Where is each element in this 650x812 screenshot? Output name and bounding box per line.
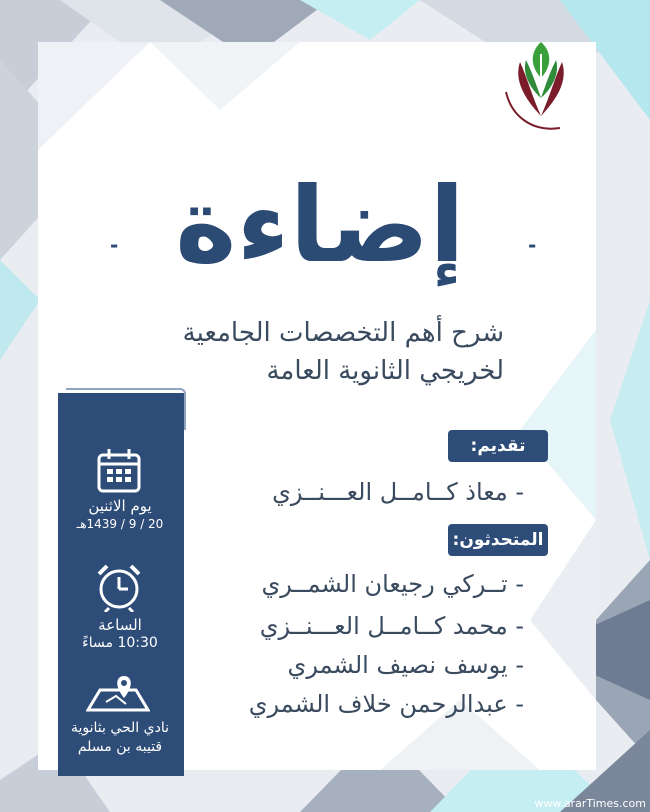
speaker-name-2: - محمد كــامــل العـــنــزي [259, 612, 524, 640]
event-day: يوم الاثنين [88, 497, 152, 515]
speakers-label-badge: المتحدثون: [448, 524, 548, 556]
event-time: 10:30 مساءً [82, 635, 158, 651]
subtitle-line-1: شرح أهم التخصصات الجامعية [182, 318, 504, 348]
speaker-name-3: - يوسف نصيف الشمري [287, 651, 524, 679]
subtitle-line-2: لخريجي الثانوية العامة [266, 356, 504, 386]
organization-logo [500, 32, 582, 136]
speaker-name-4: - عبدالرحمن خلاف الشمري [248, 690, 524, 718]
clock-icon [95, 562, 143, 612]
presenter-label-badge: تقديم: [448, 430, 548, 462]
presenter-name: - معاذ كــامــل العـــنــزي [272, 478, 524, 506]
title-right-dash: - [528, 233, 537, 257]
speaker-name-1: - تــركي رجيعان الشمــري [261, 570, 524, 598]
venue-line-2: قتيبه بن مسلم [77, 739, 163, 755]
event-date: 20 / 9 / 1439هـ [76, 517, 164, 531]
title-left-dash: - [110, 233, 119, 257]
venue-line-1: نادي الحي بثانوية [70, 720, 170, 736]
site-watermark: www.ararTimes.com [534, 797, 646, 810]
panel-outline [66, 388, 186, 430]
calendar-icon [97, 447, 141, 493]
map-location-icon [86, 672, 150, 714]
time-label: الساعة [98, 616, 142, 634]
event-title: إضاءة [175, 164, 465, 286]
event-subtitle [183, 314, 504, 390]
